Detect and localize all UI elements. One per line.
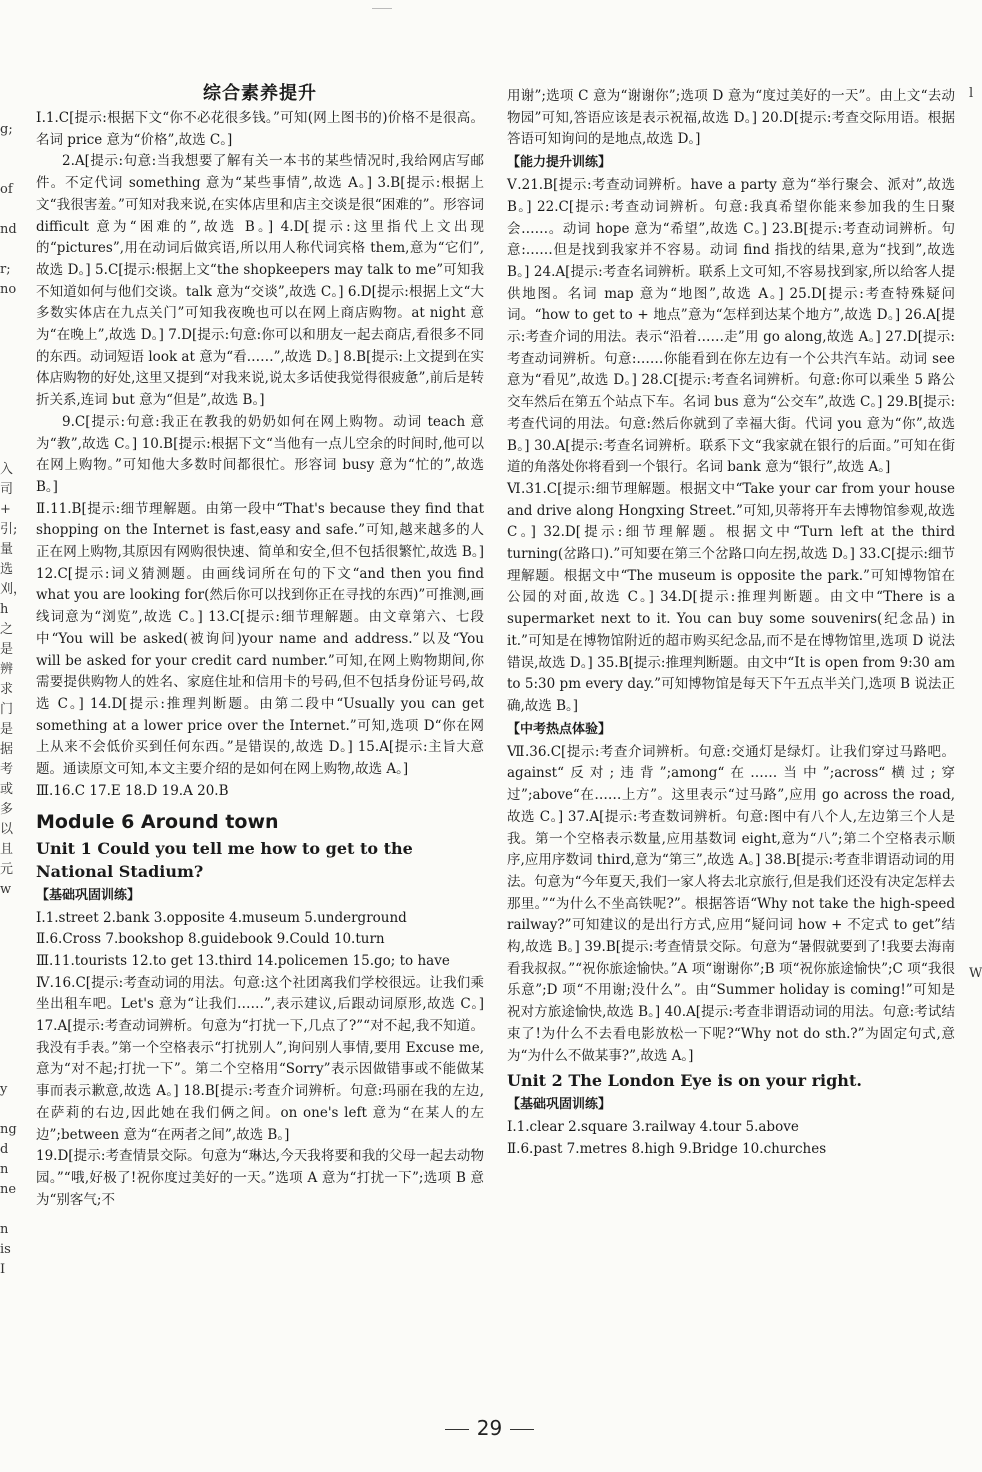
left-edge-char	[0, 380, 18, 400]
left-edge-char	[0, 240, 18, 260]
answer-paragraph: Ⅵ.31.C[提示:细节理解题。根据文中“Take your car from your house and drive along Hongxing Street.”可知,贝蒂将开车去博物馆参观,故选 C。] 32.D[提示:细节理解题。根据文中“Turn left at the third turning(岔路口).”可知要在第三个岔路口向左拐,故选 D。] 33.C[提示:细节理解题。根据文中“The museum is opposite the park.”可知博物馆在公园的对面,故选 C。] 34.D[提示:推理判断题。由文中“There is a supermarket next to it. You can buy some souvenirs(纪念品) in it.”可知是在博物馆附近的超市购买纪念品,而不是在博物馆里,选项 D 说法错误,故选 D。] 35.B[提示:推理判断题。由文中“It is open from 9:30 am to 5:30 pm every day.”可知博物馆是每天下午五点半关门,选项 B 说法正确,故选 B。]	[507, 480, 955, 714]
left-edge-char	[0, 980, 18, 1000]
left-edge-char	[0, 140, 18, 160]
left-edge-char: is	[0, 1242, 11, 1257]
left-edge-char	[0, 940, 18, 960]
left-edge-char: 入	[0, 462, 14, 477]
left-edge-char	[0, 80, 18, 100]
answer-paragraph: Ⅰ.1.C[提示:根据下文“你不必花很多钱。”可知(网上图书的)价格不是很高。名词 price 意为“价格”,故选 C。]	[36, 110, 484, 148]
left-edge-char	[0, 1100, 18, 1120]
left-edge-char: 且	[0, 842, 14, 857]
answer-line: Ⅰ.1.clear 2.square 3.railway 4.tour 5.above	[507, 1119, 799, 1136]
section-title: 综合素养提升	[203, 83, 317, 104]
answer-line: Ⅱ.6.past 7.metres 8.high 9.Bridge 10.churches	[507, 1140, 827, 1157]
left-edge-char	[0, 200, 18, 220]
page-number-dash	[510, 1429, 534, 1430]
left-edge-char: h	[0, 602, 9, 617]
left-edge-char: 量	[0, 542, 14, 557]
page-number-dash	[445, 1429, 469, 1430]
left-edge-char: y	[0, 1082, 8, 1097]
left-edge-char: 门	[0, 702, 14, 717]
answer-paragraph: 2.A[提示:句意:当我想要了解有关一本书的某些情况时,我给网店写邮件。不定代词 something 意为“某些事情”,故选 A。] 3.B[提示:根据上文“我很害羞。”可知对我来说,在实体店里和店主交谈是很“困难的”。形容词 difficult 意为“困难的”,故选 B。] 4.D[提示:这里指代上文出现的“pictures”,用在动词后做宾语,所以用人称代词宾格 them,意为“它们”,故选 D。] 5.C[提示:根据上文“the shopkeepers may talk to me”可知我不知道如何与他们交谈。talk 意为“交谈”,故选 C。] 6.D[提示:根据上文“大多数实体店在九点关门”可知我夜晚也可以在网上商店购物。at night 意为“在晚上”,故选 D。] 7.D[提示:句意:你可以和朋友一起去商店,看很多不同的东西。动词短语 look at 意为“看……”,故选 D。] 8.B[提示:上文提到在实体店购物的好处,这里又提到“对我来说,说太多话使我觉得很疲惫”,前后是转折关系,连词 but 意为“但是”,故选 B。]	[36, 153, 484, 409]
answer-line: Ⅲ.11.tourists 12.to get 13.third 14.policemen 15.go; to have	[36, 952, 450, 969]
right-page-bleed	[967, 86, 982, 1406]
answer-line: Ⅱ.6.Cross 7.bookshop 8.guidebook 9.Could 10.turn	[36, 931, 385, 948]
left-edge-char	[0, 1020, 18, 1040]
left-edge-char	[0, 420, 18, 440]
answer-paragraph: Ⅳ.16.C[提示:考查动词的用法。句意:这个社团离我们学校很远。让我们乘坐出租车吧。Let's 意为“让我们……”,表示建议,后跟动词原形,故选 C。] 17.A[提示:考查动词辨析。句意为“打扰一下,几点了?”“对不起,我不知道。我没有手表。”第一个空格表示“打扰别人”,询问别人事情,要用 Excuse me,意为“对不起;打扰一下”。第二个空格用“Sorry”表示因做错事或不能做某事而表示歉意,故选 A。] 18.B[提示:考查介词辨析。句意:玛丽在我的左边,在萨莉的右边,因此她在我们俩之间。on one's left 意为“在某人的左边”;between 意为“在两者之间”,故选 B。]	[36, 974, 484, 1143]
left-edge-char	[0, 1040, 18, 1060]
left-edge-char: 选	[0, 562, 14, 577]
left-edge-char: 引;	[0, 522, 18, 537]
page-number	[0, 1416, 979, 1440]
left-edge-char: 是	[0, 642, 14, 657]
answer-paragraph: 19.D[提示:考查情景交际。句意为“琳达,今天我将要和我的父母一起去动物园。”“哦,好极了!祝你度过美好的一天。”选项 A 意为“打扰一下”;选项 B 意为“别客气;不	[36, 1148, 484, 1208]
left-edge-char: ne	[0, 1182, 17, 1197]
left-edge-char: 求	[0, 682, 14, 697]
right-edge-char: W	[969, 966, 982, 981]
left-edge-char: 是	[0, 722, 14, 737]
left-edge-char: 之	[0, 622, 14, 637]
left-edge-char: 辨	[0, 662, 14, 677]
answer-paragraph: Ⅲ.16.C 17.E 18.D 19.A 20.B	[36, 782, 229, 799]
right-column	[507, 86, 955, 1406]
left-edge-char	[0, 100, 18, 120]
section-header-basic: 【基础巩固训练】	[36, 887, 141, 903]
left-edge-char: I	[0, 1262, 6, 1277]
left-edge-char	[0, 160, 18, 180]
left-edge-char	[0, 920, 18, 940]
answer-paragraph: 用谢”;选项 C 意为“谢谢你”;选项 D 意为“度过美好的一天”。由上文“去动物园”可知,答语应该是表示祝福,故选 D。] 20.D[提示:考查交际用语。根据答语可知询问的是地点,故选 D。]	[507, 88, 955, 148]
unit-title: Unit 1 Could you tell me how to get to the National Stadium?	[36, 838, 413, 881]
left-edge-char: g;	[0, 122, 13, 137]
left-edge-char	[0, 300, 18, 320]
top-divider	[372, 8, 392, 9]
unit-title: Unit 2 The London Eye is on your right.	[507, 1071, 862, 1091]
left-edge-char: 据	[0, 742, 14, 757]
left-edge-char	[0, 1200, 18, 1220]
left-edge-char: w	[0, 882, 12, 897]
left-edge-char	[0, 1000, 18, 1020]
left-edge-char	[0, 900, 18, 920]
left-page-bleed	[0, 60, 27, 1380]
left-edge-char: +	[0, 502, 11, 517]
left-edge-char: nd	[0, 222, 17, 237]
left-edge-char: of	[0, 182, 13, 197]
left-edge-char: no	[0, 282, 17, 297]
answer-line: Ⅰ.1.street 2.bank 3.opposite 4.museum 5.underground	[36, 909, 407, 926]
left-edge-char: 多	[0, 802, 14, 817]
left-edge-char: 刈，	[0, 582, 27, 597]
answer-paragraph: 9.C[提示:句意:我正在教我的奶奶如何在网上购物。动词 teach 意为“教”,故选 C。] 10.B[提示:根据下文“当他有一点儿空余的时间时,他可以在网上购物。”可知他大多数时间都很忙。形容词 busy 意为“忙的”,故选 B。]	[36, 413, 484, 495]
left-edge-char: n	[0, 1162, 9, 1177]
left-edge-char: 以	[0, 822, 14, 837]
left-column	[36, 82, 484, 1402]
left-edge-char	[0, 400, 18, 420]
section-header-ability: 【能力提升训练】	[507, 155, 612, 171]
left-edge-char: r;	[0, 262, 11, 277]
left-edge-char: n	[0, 1222, 9, 1237]
answer-paragraph: Ⅶ.36.C[提示:考查介词辨析。句意:交通灯是绿灯。让我们穿过马路吧。against“反对;违背”;among“在……当中”;across“横过;穿过”;above“在……上方”。这里表示“过马路”,应用 go across the road,故选 C。] 37.A[提示:考查数词辨析。句意:图中有八个人,左边第三个人是我。第一个空格表示数量,应用基数词 eight,意为“八”;第二个空格表示顺序,应用序数词 third,意为“第三”,故选 A。] 38.B[提示:考查非谓语动词的用法。句意为“今年夏天,我们一家人将去北京旅行,但是我们还没有决定怎样去那里。”“为什么不坐高铁呢?”。根据答语“Why not take the high-speed railway?”可知建议的是出行方式,应用“疑问词 how + 不定式 to get”结构,故选 B。] 39.B[提示:考查情景交际。句意为“暑假就要到了!我要去海南看我叔叔。”“祝你旅途愉快。”A 项“谢谢你”;B 项“祝你旅途愉快”;C 项“我很乐意”;D 项“不用谢;没什么”。由“Summer holiday is coming!”可知是祝对方旅途愉快,故选 B。] 40.A[提示:考查非谓语动词的用法。句意:考试结束了!为什么不去看电影放松一下呢?“Why not do sth.?”为固定句式,意为“为什么不做某事?”,故选 A。]	[507, 743, 955, 1064]
section-header-exam: 【中考热点体验】	[507, 721, 612, 737]
module-title: Module 6 Around town	[36, 810, 279, 833]
page-number-text: 29	[476, 1416, 503, 1440]
left-edge-char: d	[0, 1142, 9, 1157]
answer-paragraph: Ⅱ.11.B[提示:细节理解题。由第一段中“That's because they find that shopping on the Internet is fast,easy and safe.”可知,越来越多的人正在网上购物,其原因有网购很快速、简单和安全,但不包括很繁忙,故选 B。] 12.C[提示:词义猜测题。由画线词所在句的下文“and then you find what you are looking for(然后你可以找到你正在寻找的东西)”可推测,画线词意为“浏览”,故选 C。] 13.C[提示:细节理解题。由文章第六、七段中“You will be asked(被询问)your name and address.”以及“You will be asked for your credit card number.”可知,在网上购物期间,你需要提供购物人的姓名、家庭住址和信用卡的号码,但不包括身份证号码,故选 C。] 14.D[提示:推理判断题。由第二段中“Usually you can get something at a lower price over the Internet.”可知,选项 D“你在网上从来不会低价买到任何东西。”是错误的,故选 D。] 15.A[提示:主旨大意题。通读原文可知,本文主要介绍的是如何在网上购物,故选 A。]	[36, 500, 484, 778]
left-edge-char: ng	[0, 1122, 17, 1137]
section-header-basic: 【基础巩固训练】	[507, 1097, 612, 1113]
left-edge-char	[0, 960, 18, 980]
left-edge-char	[0, 1060, 18, 1080]
left-edge-char	[0, 360, 18, 380]
left-edge-char: 元	[0, 862, 14, 877]
left-edge-char	[0, 440, 18, 460]
left-edge-char	[0, 320, 18, 340]
left-edge-char: 或	[0, 782, 14, 797]
left-edge-char: 考	[0, 762, 14, 777]
left-edge-char	[0, 340, 18, 360]
left-edge-char: 司	[0, 482, 14, 497]
left-edge-char	[0, 60, 18, 80]
answer-paragraph: Ⅴ.21.B[提示:考查动词辨析。have a party 意为“举行聚会、派对”,故选 B。] 22.C[提示:考查动词辨析。句意:我真希望你能来参加我的生日聚会……。动词 hope 意为“希望”,故选 C。] 23.B[提示:考查动词辨析。句意:……但是找到我家并不容易。动词 find 指找的结果,意为“找到”,故选 B。] 24.A[提示:考查名词辨析。联系上文可知,不容易找到家,所以给客人提供地图。名词 map 意为“地图”,故选 A。] 25.D[提示:考查特殊疑问词。“how to get to + 地点”意为“怎样到达某个地方”,故选 D。] 26.A[提示:考查介词的用法。表示“沿着……走”用 go along,故选 A。] 27.D[提示:考查动词辨析。句意:……你能看到在你左边有一个公共汽车站。动词 see 意为“看见”,故选 D。] 28.C[提示:考查名词辨析。句意:你可以乘坐 5 路公交车然后在第五个站点下车。名词 bus 意为“公交车”,故选 C。] 29.B[提示:考查代词的用法。句意:然后你就到了幸福大街。代词 you 意为“你”,故选 B。] 30.A[提示:考查名词辨析。联系下文“我家就在银行的后面。”可知在街道的角落处你将看到一个银行。名词 bank 意为“银行”,故选 A。]	[507, 177, 955, 476]
right-edge-char: l	[969, 86, 974, 101]
